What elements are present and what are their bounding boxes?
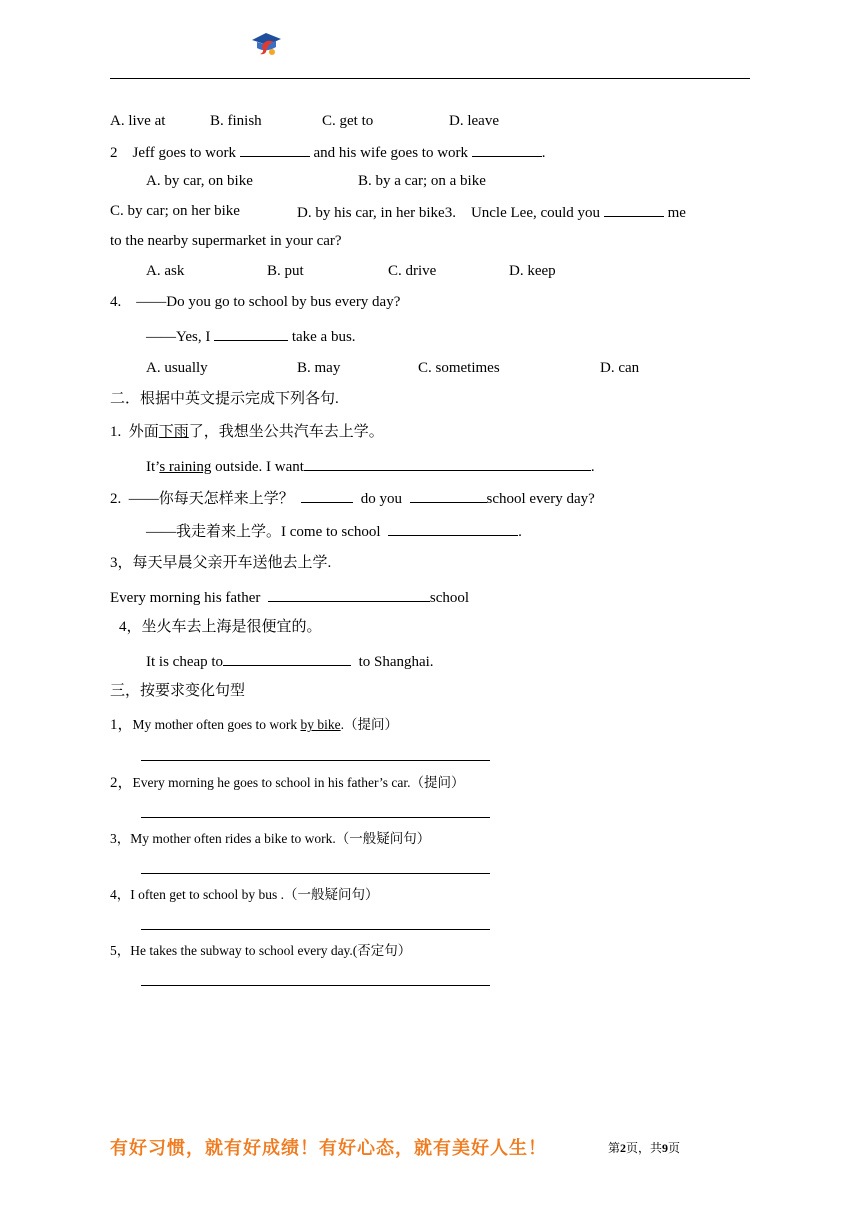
question-2-text-b: and his wife goes to work	[309, 145, 472, 161]
question-3-continuation: to the nearby supermarket in your car?	[110, 233, 342, 249]
s2-item-1-en-d: .	[590, 459, 595, 475]
s2-item-1-english	[146, 455, 595, 477]
s2-item-1-underlined: 下雨	[158, 424, 189, 440]
s2-item-4-english	[146, 650, 434, 672]
q1-option-b: B. finish	[210, 113, 262, 129]
logo-icon	[248, 30, 284, 58]
answer-blank[interactable]	[410, 487, 487, 503]
s2-item-3-english	[110, 586, 469, 608]
answer-blank[interactable]	[472, 141, 542, 157]
answer-blank[interactable]	[214, 325, 288, 341]
question-4: 4. ——Do you go to school by bus every day?	[110, 294, 401, 310]
q2-option-b: B. by a car; on a bike	[358, 173, 486, 189]
s2-item-4-en-b: to Shanghai.	[351, 654, 434, 670]
q3-option-b: B. put	[267, 263, 304, 279]
q3-option-a: A. ask	[146, 263, 185, 279]
s3-item-1	[110, 715, 398, 735]
section-3-title: 三，按要求变化句型	[110, 683, 246, 699]
question-4-response-text-a: ——Yes, I	[146, 329, 215, 345]
q1-option-a: A. live at	[110, 113, 166, 129]
q4-option-a: A. usually	[146, 360, 208, 376]
s3-item-2-text: Every morning he goes to school in his father’s car.（提问）	[132, 775, 465, 790]
answer-line[interactable]	[141, 985, 490, 986]
question-4-response-text-b: take a bus.	[288, 329, 356, 345]
page-label-a: 第	[608, 1141, 621, 1155]
s3-item-1-text-c: .（提问）	[340, 717, 398, 732]
q2-option-d-and-question-3	[297, 201, 686, 223]
page-label-b: 页，共	[626, 1141, 663, 1155]
answer-line[interactable]	[141, 817, 490, 818]
s2-item-3-chinese: 3，每天早晨父亲开车送他去上学.	[110, 555, 332, 571]
answer-blank[interactable]	[240, 141, 310, 157]
s2-item-2-text-c: school every day?	[486, 491, 595, 507]
s2-item-2	[110, 487, 595, 509]
s2-item-2-answer-text-a: ——我走着来上学。I come to school	[146, 524, 389, 540]
footer-motto: 有好习惯，就有好成绩！有好心态，就有美好人生！	[110, 1138, 547, 1159]
question-2-text-c: .	[541, 145, 546, 161]
answer-blank[interactable]	[268, 586, 430, 602]
s3-item-3: 3，My mother often rides a bike to work.（一般疑问句）	[110, 831, 431, 846]
q3-option-d: D. keep	[509, 263, 556, 279]
q1-option-c: C. get to	[322, 113, 374, 129]
s2-item-1-en-underlined: s raining	[159, 459, 212, 475]
s2-item-1-en-c: outside. I want	[211, 459, 304, 475]
q2-option-a: A. by car, on bike	[146, 173, 253, 189]
page-number	[608, 1139, 680, 1156]
q4-option-d: D. can	[600, 360, 640, 376]
answer-blank[interactable]	[301, 487, 353, 503]
s2-item-2-text-b: do you	[353, 491, 410, 507]
s2-item-4-chinese: 4，坐火车去上海是很便宜的。	[119, 619, 322, 635]
s2-item-2-text-a: 2. ——你每天怎样来上学？	[110, 491, 302, 507]
q3-option-c: C. drive	[388, 263, 437, 279]
question-2-text-a: 2 Jeff goes to work	[110, 145, 240, 161]
s2-item-1-chinese	[110, 422, 384, 442]
question-3-text: me	[663, 205, 686, 221]
q1-option-d: D. leave	[449, 113, 499, 129]
q4-option-c: C. sometimes	[418, 360, 500, 376]
answer-blank[interactable]	[604, 201, 664, 217]
question-4-response	[146, 325, 356, 347]
s3-item-4: 4，I often get to school by bus .（一般疑问句）	[110, 887, 379, 902]
s3-item-2	[110, 773, 464, 793]
s2-item-3-en-a: Every morning his father	[110, 590, 268, 606]
s2-item-2-answer	[146, 520, 522, 542]
q2-option-c: C. by car; on her bike	[110, 203, 240, 219]
s3-item-5: 5，He takes the subway to school every day.(否定句）	[110, 943, 412, 958]
s2-item-1-en-a: It’	[146, 459, 160, 475]
page-total: 9	[662, 1141, 669, 1155]
s2-item-1-text-c: 了，我想坐公共汽车去上学。	[188, 424, 384, 440]
page-current: 2	[620, 1141, 627, 1155]
q4-option-b: B. may	[297, 360, 341, 376]
answer-blank[interactable]	[388, 520, 518, 536]
s3-item-1-underlined: by bike	[300, 717, 341, 732]
s2-item-3-en-b: school	[429, 590, 470, 606]
section-2-title: 二．根据中英文提示完成下列各句.	[110, 391, 339, 407]
s3-item-1-text-a: My mother often goes to work	[132, 717, 301, 732]
question-2	[110, 141, 546, 163]
s3-item-2-number: 2，	[110, 775, 133, 791]
answer-line[interactable]	[141, 873, 490, 874]
s2-item-2-answer-text-b: .	[518, 524, 522, 540]
s2-item-4-en-a: It is cheap to	[146, 654, 224, 670]
page-label-c: 页	[668, 1141, 681, 1155]
s3-item-1-number: 1，	[110, 717, 133, 733]
s2-item-1-text-a: 1. 外面	[110, 424, 159, 440]
answer-blank[interactable]	[223, 650, 351, 666]
answer-line[interactable]	[141, 929, 490, 930]
q2-option-d: D. by his car, in her bike3. Uncle Lee, could you	[297, 205, 604, 221]
answer-line[interactable]	[141, 760, 490, 761]
answer-blank[interactable]	[304, 455, 591, 471]
header-rule	[110, 78, 750, 79]
